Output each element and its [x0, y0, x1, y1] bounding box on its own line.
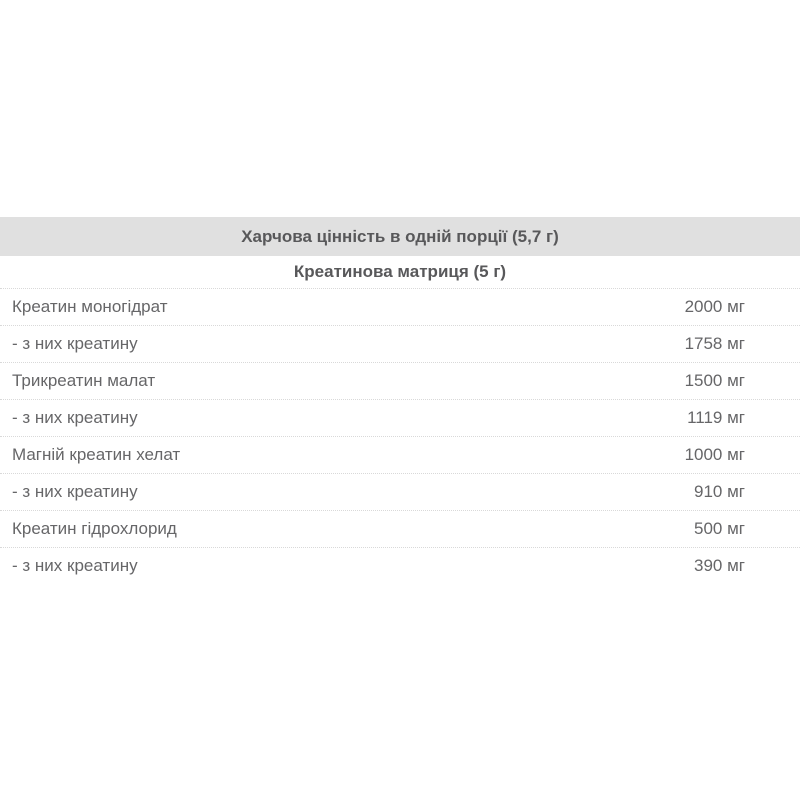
row-label: Трикреатин малат: [12, 371, 156, 390]
row-value: 1758 мг: [684, 334, 745, 353]
row-value: 500 мг: [694, 519, 745, 538]
table-row: [0, 437, 800, 474]
row-value: 1119 мг: [687, 408, 745, 427]
row-value: 2000 мг: [684, 297, 745, 316]
row-label: - з них креатину: [12, 556, 138, 575]
row-label: - з них креатину: [12, 482, 138, 501]
table-row: [0, 548, 800, 584]
row-label: - з них креатину: [12, 334, 138, 353]
row-label: - з них креатину: [12, 408, 138, 427]
row-label: Креатин моногідрат: [12, 297, 168, 316]
table-row: [0, 289, 800, 326]
table-row: [0, 474, 800, 511]
row-value: 390 мг: [694, 556, 745, 575]
table-row: [0, 363, 800, 400]
table-subheader: [0, 256, 800, 289]
row-label: Магній креатин хелат: [12, 445, 181, 464]
table-subheader-label: Креатинова матриця (5 г): [293, 262, 507, 281]
row-value: 1000 мг: [684, 445, 745, 464]
table-header: [0, 217, 800, 256]
row-value: 1500 мг: [684, 371, 745, 390]
table-row: [0, 400, 800, 437]
table-row: [0, 326, 800, 363]
table-row: [0, 511, 800, 548]
row-label: Креатин гідрохлорид: [12, 519, 177, 538]
table-header-label: Харчова цінність в одній порції (5,7 г): [241, 226, 559, 246]
row-value: 910 мг: [694, 482, 745, 501]
nutrition-table: [0, 217, 800, 584]
